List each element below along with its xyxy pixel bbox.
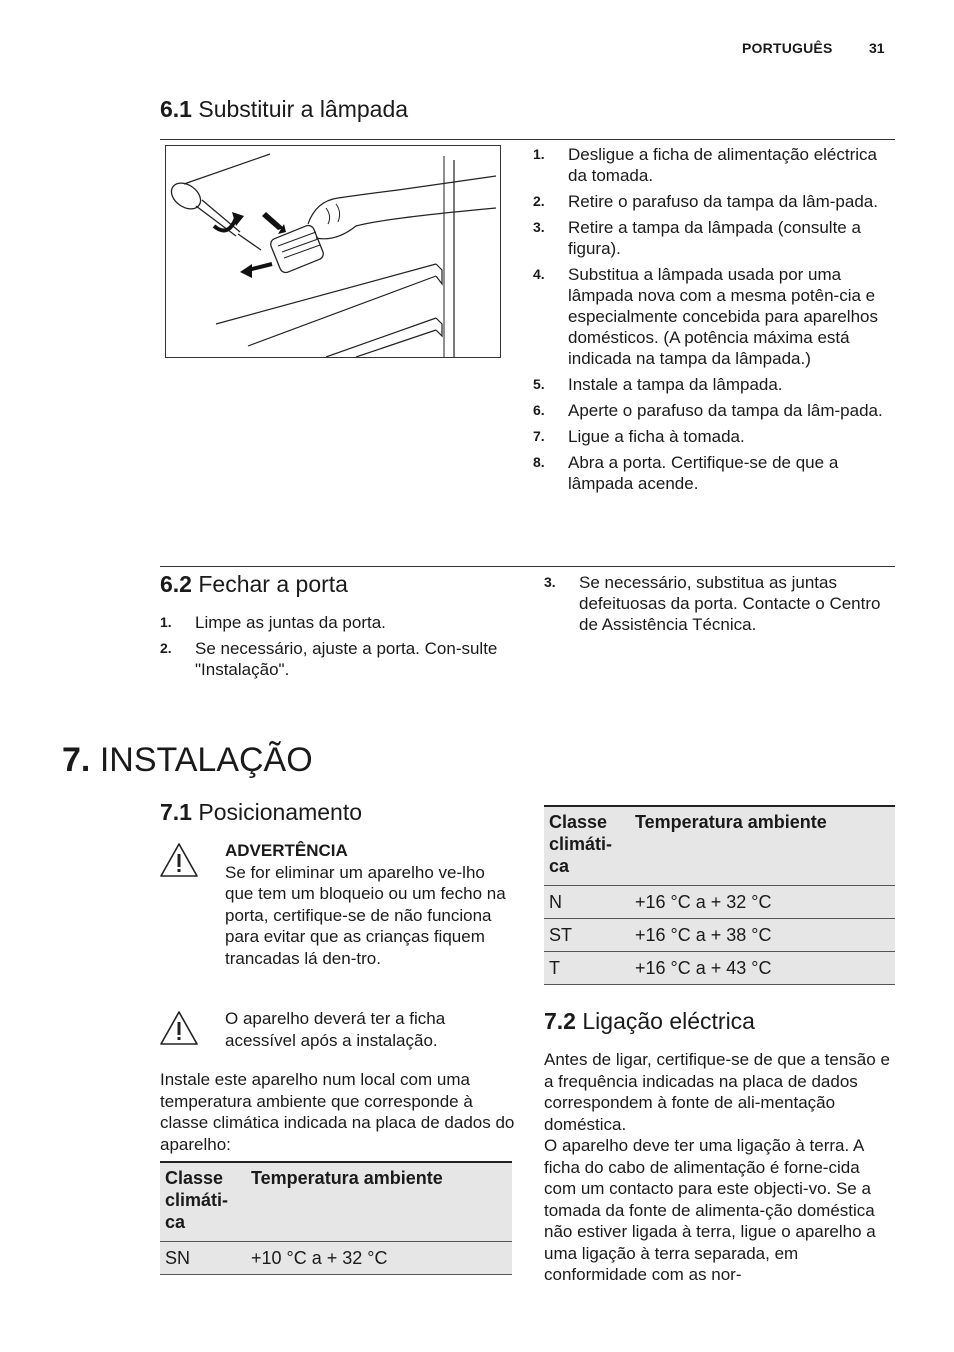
step-text: Ligue a ficha à tomada.	[568, 427, 745, 446]
door-steps-list-right	[544, 572, 884, 640]
list-item	[533, 426, 885, 447]
section-6-2-heading	[160, 571, 348, 598]
climate-class-table-left	[160, 1161, 512, 1275]
section-7-2-heading	[544, 1008, 755, 1035]
list-item	[533, 144, 885, 186]
step-text: Se necessário, substitua as juntas defeituosas da porta. Contacte o Centro de Assistência Técnica.	[579, 573, 881, 634]
section-title: Fechar a porta	[198, 571, 348, 597]
chapter-title: INSTALAÇÃO	[99, 741, 313, 779]
step-text: Instale a tampa da lâmpada.	[568, 375, 783, 394]
table-row	[544, 886, 895, 919]
table-cell: T	[544, 952, 630, 985]
table-header-row	[544, 807, 895, 886]
table-row	[544, 952, 895, 985]
column-header: Temperatura ambiente	[246, 1163, 512, 1242]
column-header: Classe climáti-ca	[160, 1163, 246, 1242]
section-number: 7.1	[160, 799, 192, 825]
warning-text: Se for eliminar um aparelho ve-lho que tem um bloqueio ou um fecho na porta, certifique-se de não funciona para evitar que as crianças fiquem trancadas lá den-tro.	[225, 862, 506, 968]
chapter-heading	[62, 741, 313, 780]
step-text: Se necessário, ajuste a porta. Con-sulte "Instalação".	[195, 639, 498, 679]
list-item	[544, 572, 884, 635]
list-item	[160, 638, 500, 680]
list-item	[533, 374, 885, 395]
warning-triangle-icon	[159, 842, 199, 883]
list-item	[533, 191, 885, 212]
header-language: PORTUGUÊS	[742, 40, 833, 56]
step-number: 3.	[533, 219, 545, 235]
step-text: Substitua a lâmpada usada por uma lâmpada nova com a mesma potên-cia e especialmente concebida para aparelhos domésticos. (A potência máxima está indicada na tampa da lâmpada.)	[568, 265, 878, 368]
lamp-illustration-graphic	[166, 146, 500, 357]
step-number: 1.	[160, 614, 172, 630]
section-number: 7.2	[544, 1008, 576, 1034]
table-cell: +16 °C a + 32 °C	[630, 886, 895, 919]
table-row	[160, 1242, 512, 1275]
table-cell: N	[544, 886, 630, 919]
list-item	[533, 400, 885, 421]
electrical-connection-text: Antes de ligar, certifique-se de que a tensão e a frequência indicadas na placa de dados correspondem à fonte de ali-mentação doméstica. O aparelho deve ter uma ligação à terra. A ficha do cabo de alimentação é forne-cida com um contacto para este objecti-vo. Se a tomada da fonte de alimenta-ção doméstica não estiver ligada à terra, ligue o aparelho a uma ligação à terra separada, em conformidade com as nor-	[544, 1050, 890, 1284]
step-number: 4.	[533, 266, 545, 282]
section-6-1-heading	[160, 96, 408, 123]
table-cell: +16 °C a + 38 °C	[630, 919, 895, 952]
climate-class-table-right	[544, 805, 895, 985]
list-item	[533, 452, 885, 494]
step-number: 1.	[533, 146, 545, 162]
section-title: Ligação eléctrica	[582, 1008, 755, 1034]
page-number: 31	[869, 40, 885, 56]
list-item	[533, 217, 885, 259]
warning-triangle-icon	[159, 1010, 199, 1051]
section-title: Substituir a lâmpada	[198, 96, 409, 122]
table-cell: +16 °C a + 43 °C	[630, 952, 895, 985]
chapter-number: 7.	[62, 741, 91, 779]
section-divider	[160, 566, 895, 567]
step-number: 3.	[544, 574, 556, 590]
intro-paragraph: Instale este aparelho num local com uma temperatura ambiente que corresponde à classe climática indicada na placa de dados do aparelho:	[160, 1070, 515, 1154]
table-header-row	[160, 1163, 512, 1242]
section-7-1-heading	[160, 799, 362, 826]
lamp-replacement-illustration	[165, 145, 501, 358]
column-header: Classe climáti-ca	[544, 807, 630, 886]
section-number: 6.1	[160, 96, 192, 122]
step-number: 2.	[533, 193, 545, 209]
table-cell: +10 °C a + 32 °C	[246, 1242, 512, 1275]
door-steps-list-left	[160, 612, 500, 685]
step-number: 6.	[533, 402, 545, 418]
column-header: Temperatura ambiente	[630, 807, 895, 886]
step-text: Aperte o parafuso da tampa da lâm-pada.	[568, 401, 883, 420]
section-divider	[160, 139, 895, 140]
step-number: 7.	[533, 428, 545, 444]
list-item	[160, 612, 500, 633]
warning-box	[225, 840, 515, 969]
step-text: Abra a porta. Certifique-se de que a lâmpada acende.	[568, 453, 839, 493]
step-text: Retire o parafuso da tampa da lâm-pada.	[568, 192, 878, 211]
step-number: 5.	[533, 376, 545, 392]
table-row	[544, 919, 895, 952]
lamp-steps-list	[533, 144, 885, 499]
table-cell: ST	[544, 919, 630, 952]
step-text: Limpe as juntas da porta.	[195, 613, 386, 632]
warning-title: ADVERTÊNCIA	[225, 841, 348, 860]
table-cell: SN	[160, 1242, 246, 1275]
section-title: Posicionamento	[198, 799, 363, 825]
step-number: 8.	[533, 454, 545, 470]
note-text: O aparelho deverá ter a ficha acessível após a instalação.	[225, 1009, 446, 1050]
step-number: 2.	[160, 640, 172, 656]
section-number: 6.2	[160, 571, 192, 597]
step-text: Retire a tampa da lâmpada (consulte a figura).	[568, 218, 861, 258]
list-item	[533, 264, 885, 369]
step-text: Desligue a ficha de alimentação eléctrica da tomada.	[568, 145, 878, 185]
